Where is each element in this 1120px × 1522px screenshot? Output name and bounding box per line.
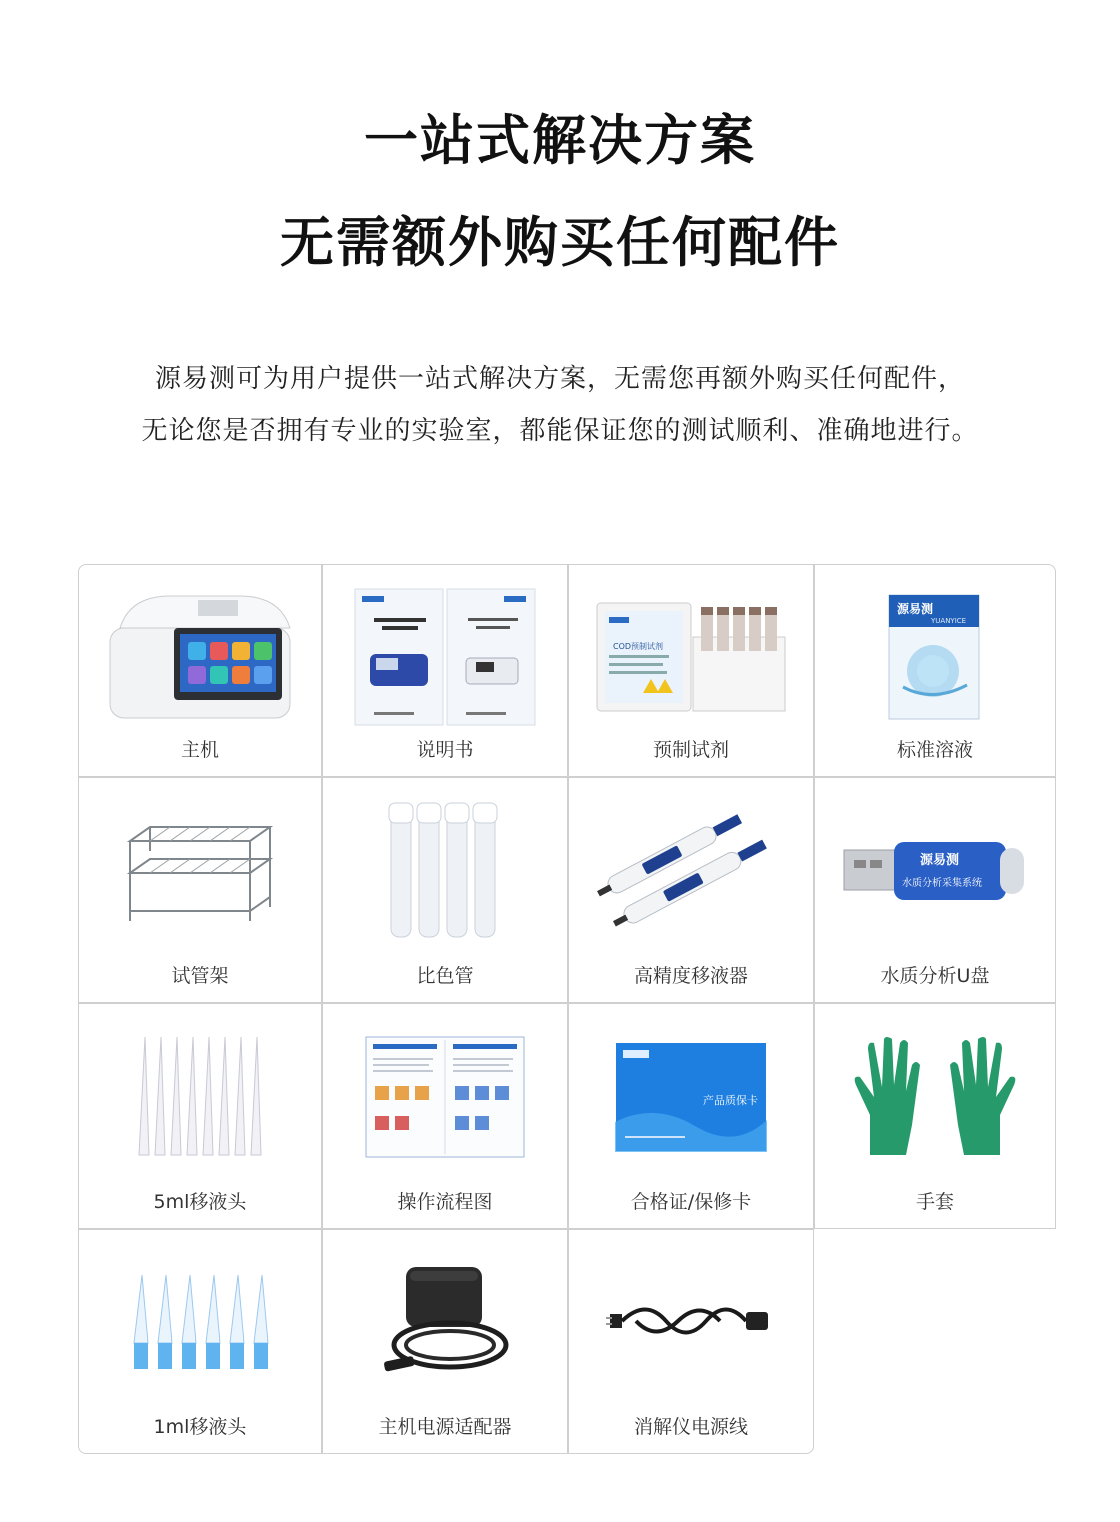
power-cord-icon: [569, 1248, 813, 1398]
item-label: 主机: [180, 739, 219, 761]
usb-drive-icon: [815, 796, 1055, 946]
item-flowchart: [322, 1003, 568, 1229]
item-label: 水质分析U盘: [880, 965, 990, 987]
item-label: 合格证/保修卡: [630, 1191, 752, 1213]
item-reagent: [568, 564, 814, 777]
pipette-icon: [569, 796, 813, 946]
intro-line-1: 源易测可为用户提供一站式解决方案，无需您再额外购买任何配件，: [154, 364, 965, 394]
box-sub-text: YUANYICE: [931, 617, 967, 625]
box-brand-text: 源易测: [897, 602, 934, 616]
item-label: 试管架: [171, 965, 229, 987]
item-label: 5ml移液头: [153, 1191, 247, 1213]
accessory-grid: [78, 564, 1056, 1454]
item-label: 1ml移液头: [153, 1416, 247, 1438]
item-colorimetric-tube: [322, 777, 568, 1003]
item-tube-rack: [78, 777, 322, 1003]
item-label: 主机电源适配器: [378, 1416, 512, 1438]
item-warranty-card: [568, 1003, 814, 1229]
usb-brand-text: 源易测: [920, 853, 960, 868]
pipette-tip-5ml-icon: [79, 1022, 321, 1172]
item-label: 比色管: [416, 965, 474, 987]
item-manual: [322, 564, 568, 777]
standard-solution-box-icon: [815, 583, 1055, 733]
card-title-text: 产品质保卡: [703, 1094, 758, 1107]
item-label: 高精度移液器: [633, 965, 748, 987]
item-label: 预制试剂: [652, 739, 729, 761]
item-label: 标准溶液: [896, 739, 973, 761]
usb-text: 水质分析采集系统: [902, 878, 982, 889]
item-power-adapter: [322, 1229, 568, 1454]
flowchart-icon: [323, 1022, 567, 1172]
item-power-cord: [568, 1229, 814, 1454]
item-host: [78, 564, 322, 777]
power-adapter-icon: [323, 1248, 567, 1398]
reagent-box-icon: [569, 583, 813, 733]
item-label: 说明书: [416, 739, 474, 761]
page-title: 一站式解决方案: [364, 109, 756, 172]
item-tip-1ml: [78, 1229, 322, 1454]
manual-icon: [323, 583, 567, 733]
gloves-icon: [815, 1022, 1055, 1172]
item-usb-drive: [814, 777, 1056, 1003]
item-label: 手套: [915, 1191, 954, 1213]
item-pipette: [568, 777, 814, 1003]
page-subtitle: 无需额外购买任何配件: [280, 211, 840, 274]
item-gloves: [814, 1003, 1056, 1229]
item-tip-5ml: [78, 1003, 322, 1229]
colorimetric-tube-icon: [323, 796, 567, 946]
pipette-tip-1ml-icon: [79, 1248, 321, 1398]
reagent-title-text: COD预制试剂: [613, 642, 664, 651]
host-instrument-icon: [79, 583, 321, 733]
item-label: 操作流程图: [397, 1191, 493, 1213]
intro-line-2: 无论您是否拥有专业的实验室，都能保证您的测试顺利、准确地进行。: [141, 416, 979, 446]
warranty-card-icon: [569, 1022, 813, 1172]
item-label: 消解仪电源线: [633, 1416, 748, 1438]
item-standard-solution: [814, 564, 1056, 777]
test-tube-rack-icon: [79, 796, 321, 946]
